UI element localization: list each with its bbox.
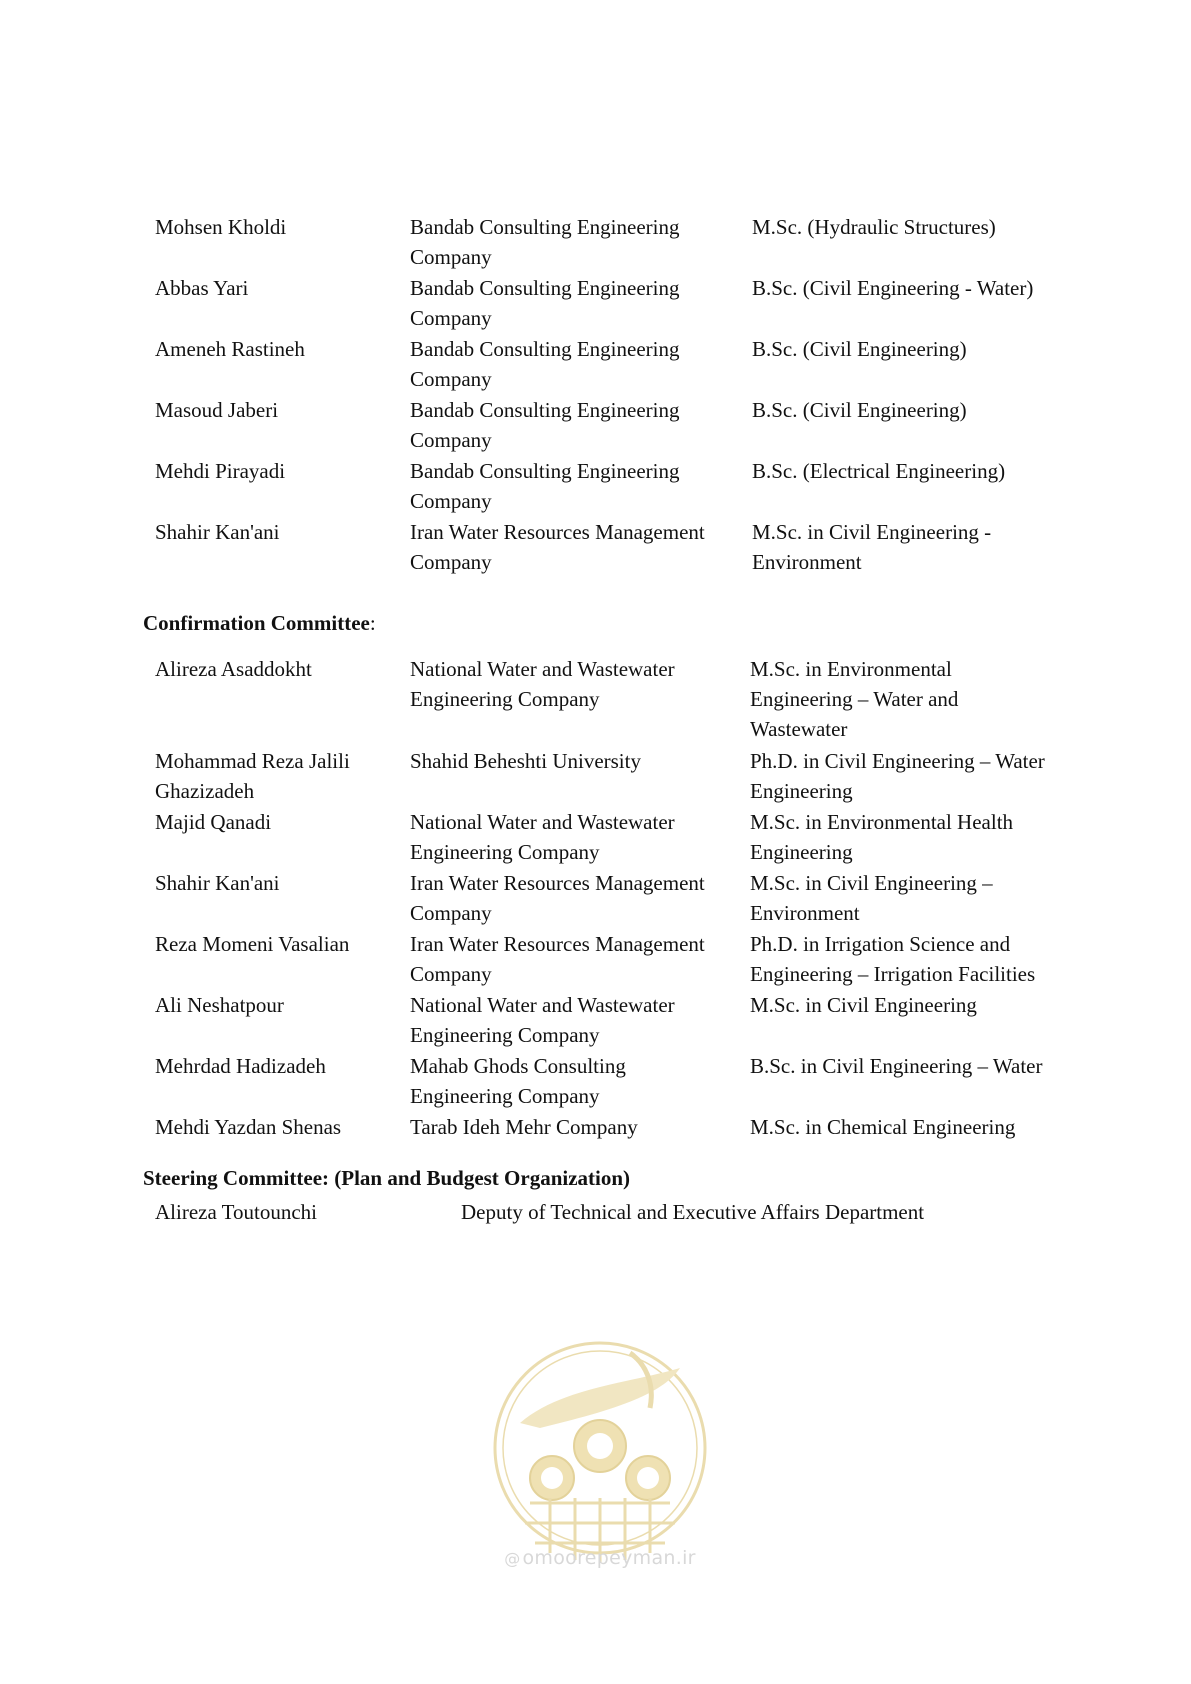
member-degree-line: Environment (750, 901, 860, 925)
member-name (155, 1051, 395, 1081)
member-organization-line: Company (410, 428, 492, 452)
member-organization (410, 456, 755, 516)
member-name (155, 868, 395, 898)
member-organization-line: Iran Water Resources Management (410, 520, 705, 544)
member-degree (750, 807, 1080, 867)
member-degree (752, 273, 1082, 303)
member-name-line: Mehdi Pirayadi (155, 459, 286, 483)
member-name (155, 456, 395, 486)
member-degree-line: B.Sc. (Electrical Engineering) (752, 459, 1006, 483)
logo-emblem-icon (480, 1328, 720, 1568)
member-name-line: Ameneh Rastineh (155, 337, 305, 361)
member-organization-line: National Water and Wastewater (410, 657, 675, 681)
steering-member-name: Alireza Toutounchi (155, 1200, 318, 1224)
member-degree-line: Ph.D. in Irrigation Science and (750, 932, 1011, 956)
member-organization (410, 929, 755, 989)
member-name (155, 807, 395, 837)
member-organization (410, 1112, 755, 1142)
member-organization-line: Iran Water Resources Management (410, 871, 705, 895)
member-name (155, 1112, 395, 1142)
member-organization-line: Tarab Ideh Mehr Company (410, 1115, 638, 1139)
member-name-line: Mohammad Reza Jalili (155, 749, 350, 773)
member-name-line: Majid Qanadi (155, 810, 272, 834)
member-degree-line: Engineering (750, 840, 853, 864)
member-name-line: Alireza Asaddokht (155, 657, 312, 681)
member-degree (750, 929, 1080, 989)
member-degree-line: B.Sc. (Civil Engineering - Water) (752, 276, 1034, 300)
member-organization (410, 807, 755, 867)
member-degree (752, 334, 1082, 364)
member-degree-line: M.Sc. in Environmental (750, 657, 952, 681)
at-sign-icon: @ (504, 1549, 521, 1568)
member-degree-line: Engineering – Water and (750, 687, 959, 711)
member-name-line: Ali Neshatpour (155, 993, 284, 1017)
member-degree-line: M.Sc. in Civil Engineering (750, 993, 977, 1017)
member-name (155, 746, 395, 806)
member-organization-line: National Water and Wastewater (410, 810, 675, 834)
member-organization (410, 990, 755, 1050)
watermark-site: @ omoorepeyman.ir (504, 1547, 696, 1569)
member-name (155, 654, 395, 684)
member-organization-line: Bandab Consulting Engineering (410, 398, 680, 422)
member-degree (750, 746, 1080, 806)
member-organization (410, 273, 755, 333)
member-organization-line: Engineering Company (410, 1084, 600, 1108)
member-name (155, 990, 395, 1020)
member-organization-line: Company (410, 367, 492, 391)
member-degree-line: Engineering – Irrigation Facilities (750, 962, 1036, 986)
member-organization-line: Bandab Consulting Engineering (410, 337, 680, 361)
member-degree-line: M.Sc. in Civil Engineering - (752, 520, 992, 544)
member-name (155, 334, 395, 364)
confirmation-committee-heading: Confirmation Committee: (143, 611, 376, 635)
member-organization-line: Company (410, 901, 492, 925)
member-organization-line: Iran Water Resources Management (410, 932, 705, 956)
steering-member-role: Deputy of Technical and Executive Affairs Department (461, 1200, 925, 1224)
member-name (155, 929, 395, 959)
member-name (155, 395, 395, 425)
member-organization (410, 212, 755, 272)
member-organization-line: Bandab Consulting Engineering (410, 276, 680, 300)
member-organization-line: National Water and Wastewater (410, 993, 675, 1017)
member-degree-line: M.Sc. in Civil Engineering – (750, 871, 993, 895)
member-organization-line: Bandab Consulting Engineering (410, 459, 680, 483)
member-organization (410, 1051, 755, 1111)
member-organization (410, 746, 755, 776)
member-organization (410, 334, 755, 394)
member-degree-line: Environment (752, 550, 862, 574)
member-organization-line: Engineering Company (410, 1023, 600, 1047)
member-organization (410, 395, 755, 455)
member-name-line: Reza Momeni Vasalian (155, 932, 350, 956)
member-degree (752, 395, 1082, 425)
member-organization (410, 517, 755, 577)
member-organization-line: Bandab Consulting Engineering (410, 215, 680, 239)
member-degree-line: Engineering (750, 779, 853, 803)
steering-committee-heading: Steering Committee: (Plan and Budgest Organization) (143, 1166, 631, 1190)
member-organization-line: Company (410, 306, 492, 330)
member-name-line: Ghazizadeh (155, 779, 255, 803)
member-degree-line: Wastewater (750, 717, 848, 741)
member-degree (750, 1051, 1080, 1081)
member-name-line: Shahir Kan'ani (155, 871, 280, 895)
member-degree (750, 1112, 1080, 1142)
member-degree-line: M.Sc. in Chemical Engineering (750, 1115, 1016, 1139)
member-organization-line: Mahab Ghods Consulting (410, 1054, 626, 1078)
member-degree-line: Ph.D. in Civil Engineering – Water (750, 749, 1045, 773)
member-name (155, 517, 395, 547)
member-degree-line: M.Sc. (Hydraulic Structures) (752, 215, 996, 239)
member-degree-line: M.Sc. in Environmental Health (750, 810, 1014, 834)
member-name-line: Mohsen Kholdi (155, 215, 287, 239)
member-organization-line: Company (410, 962, 492, 986)
member-degree (750, 654, 1080, 744)
member-degree-line: B.Sc. (Civil Engineering) (752, 337, 967, 361)
member-name (155, 273, 395, 303)
member-degree (752, 517, 1082, 577)
member-name-line: Shahir Kan'ani (155, 520, 280, 544)
member-degree (752, 212, 1082, 242)
member-degree (752, 456, 1082, 486)
member-name (155, 212, 395, 242)
member-degree (750, 868, 1080, 928)
member-name-line: Mehdi Yazdan Shenas (155, 1115, 342, 1139)
member-organization (410, 654, 755, 714)
member-degree (750, 990, 1080, 1020)
member-organization-line: Company (410, 489, 492, 513)
member-organization (410, 868, 755, 928)
member-organization-line: Company (410, 550, 492, 574)
member-name-line: Abbas Yari (155, 276, 249, 300)
member-organization-line: Company (410, 245, 492, 269)
member-organization-line: Engineering Company (410, 687, 600, 711)
member-organization-line: Engineering Company (410, 840, 600, 864)
member-organization-line: Shahid Beheshti University (410, 749, 641, 773)
member-name-line: Mehrdad Hadizadeh (155, 1054, 326, 1078)
member-degree-line: B.Sc. (Civil Engineering) (752, 398, 967, 422)
member-name-line: Masoud Jaberi (155, 398, 279, 422)
member-degree-line: B.Sc. in Civil Engineering – Water (750, 1054, 1043, 1078)
